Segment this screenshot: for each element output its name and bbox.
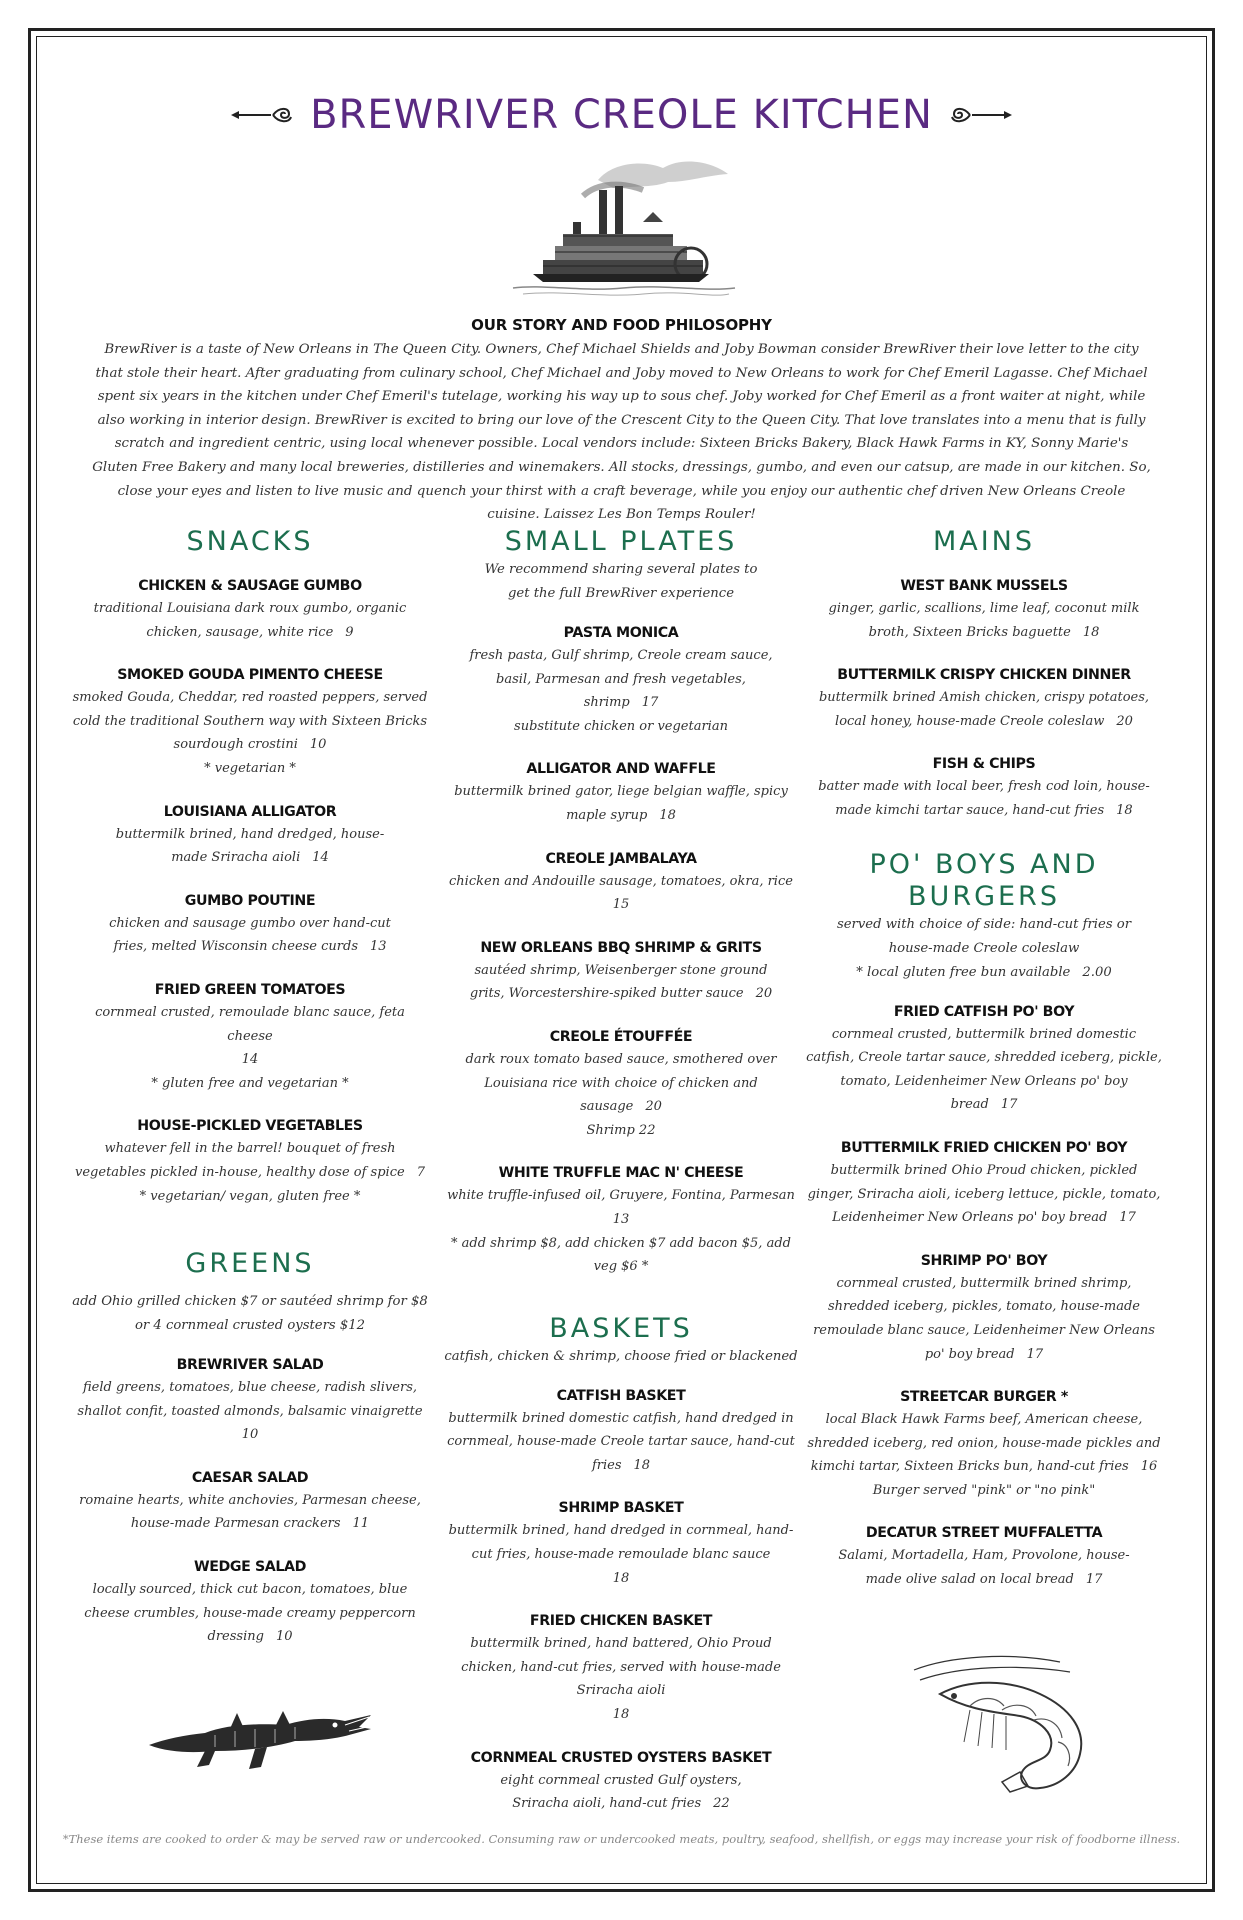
item-desc: batter made with local beer, fresh cod loin, house-made kimchi tartar sauce, hand-cut fries (818, 779, 1150, 818)
item-name: BUTTERMILK CRISPY CHICKEN DINNER (837, 667, 1131, 684)
item-name: BREWRIVER SALAD (176, 1357, 324, 1374)
item-desc: ginger, garlic, scallions, lime leaf, coconut milk broth, Sixteen Bricks baguette (828, 601, 1140, 640)
item-name: PASTA MONICA (563, 625, 679, 641)
item-price: 17 (1119, 1210, 1136, 1226)
menu-item (806, 753, 1162, 822)
menu-item (806, 1001, 1162, 1117)
menu-item (443, 1747, 799, 1816)
section-title-small-plates: SMALL PLATES (504, 526, 738, 557)
item-name: CAESAR SALAD (191, 1469, 309, 1486)
item-price: 17 (641, 695, 659, 711)
disclaimer: *These items are cooked to order & may be served raw or undercooked. Consuming raw or undercooked meats, poultry, seafood, shellfish, or eggs may increase your risk of foodborne illness. (62, 1832, 1181, 1846)
item-name: ALLIGATOR AND WAFFLE (526, 761, 716, 778)
menu-item (72, 1556, 428, 1649)
menu-item (806, 1137, 1162, 1230)
item-name: GUMBO POUTINE (184, 892, 316, 909)
item-name: CORNMEAL CRUSTED OYSTERS BASKET (470, 1749, 772, 1766)
item-price: 17 (1000, 1097, 1018, 1113)
item-note: * gluten free and vegetarian * (151, 1075, 349, 1091)
item-desc: buttermilk brined, hand dredged in cornmeal, hand-cut fries, house-made remoulade blanc sauce (448, 1523, 794, 1563)
menu-item (72, 1115, 428, 1208)
menu-item (72, 575, 428, 644)
item-name: CREOLE JAMBALAYA (545, 850, 697, 867)
column-left (72, 526, 428, 1649)
menu-item (72, 801, 428, 870)
section-title-greens: GREENS (185, 1248, 315, 1280)
item-desc: dark roux tomato based sauce, smothered over Louisiana rice with choice of chicken and sausage (465, 1051, 777, 1115)
item-price: 9 (345, 624, 354, 640)
item-name: DECATUR STREET MUFFALETTA (865, 1525, 1103, 1542)
item-price: 15 (612, 897, 630, 913)
item-desc: chicken and Andouille sausage, tomatoes, okra, rice (449, 873, 793, 889)
item-note: substitute chicken or vegetarian (514, 718, 728, 734)
item-price: 14 (241, 1052, 259, 1068)
item-name: WHITE TRUFFLE MAC N' CHEESE (498, 1165, 744, 1182)
item-price: 18 (659, 807, 676, 823)
item-price: 7 (416, 1164, 425, 1180)
shrimp-illustration (910, 1650, 1100, 1800)
menu-item (72, 890, 428, 959)
flourish-right-icon (948, 105, 1012, 125)
item-desc: buttermilk brined domestic catfish, hand dredged in cornmeal, house-made Creole tartar sauce, hand-cut fries (447, 1410, 795, 1473)
item-price: 16 (1140, 1459, 1158, 1475)
menu-item (443, 1026, 799, 1142)
item-price: 20 (645, 1099, 662, 1115)
menu-item (443, 1497, 799, 1590)
item-name: SHRIMP PO' BOY (920, 1252, 1048, 1269)
menu-item (72, 664, 428, 780)
menu-item (806, 1250, 1162, 1366)
item-price: 10 (309, 737, 327, 753)
item-name: BUTTERMILK FRIED CHICKEN PO' BOY (840, 1139, 1128, 1156)
item-desc: smoked Gouda, Cheddar, red roasted peppers, served cold the traditional Southern way with Sixteen Bricks sourdough crostini (72, 690, 428, 753)
menu-item (443, 1385, 799, 1478)
item-desc: traditional Louisiana dark roux gumbo, organic chicken, sausage, white rice (93, 601, 407, 640)
item-price: 18 (633, 1457, 651, 1473)
item-price: 14 (312, 850, 329, 866)
column-right (806, 526, 1162, 1592)
menu-item (72, 979, 428, 1095)
item-desc: locally sourced, thick cut bacon, tomatoes, blue cheese crumbles, house-made creamy peppercorn dressing (84, 1582, 416, 1645)
section-title-snacks: SNACKS (186, 526, 314, 557)
item-price: 20 (1116, 713, 1133, 729)
item-name: CHICKEN & SAUSAGE GUMBO (138, 578, 362, 594)
section-title-baskets: BASKETS (549, 1312, 693, 1344)
poboys-note-gluten-price: 2.00 (1082, 964, 1112, 980)
item-name: WEST BANK MUSSELS (900, 578, 1068, 594)
menu-item (806, 664, 1162, 733)
item-name: CREOLE ÉTOUFFÉE (549, 1028, 693, 1045)
item-price: 13 (370, 939, 387, 955)
item-name: NEW ORLEANS BBQ SHRIMP & GRITS (480, 939, 762, 956)
menu-item (443, 848, 799, 917)
item-desc: romaine hearts, white anchovies, Parmesan cheese, house-made Parmesan crackers (79, 1492, 421, 1532)
item-price: 18 (1082, 624, 1100, 640)
item-price: 13 (612, 1211, 630, 1227)
item-name: SMOKED GOUDA PIMENTO CHEESE (117, 667, 383, 684)
poboys-note-gluten: * local gluten free bun available (856, 964, 1071, 980)
item-desc: sautéed shrimp, Weisenberger stone ground grits, Worcestershire-spiked butter sauce (469, 962, 768, 1002)
greens-note: add Ohio grilled chicken $7 or sautéed shrimp for $8 or 4 cornmeal crusted oysters $12 (72, 1294, 428, 1334)
item-desc: buttermilk brined, hand battered, Ohio Proud chicken, hand-cut fries, served with house-made Sriracha aioli (461, 1636, 781, 1699)
item-note: * vegetarian * (204, 760, 296, 776)
item-price: 18 (612, 1570, 630, 1586)
baskets-note: catfish, chicken & shrimp, choose fried or blackened (444, 1348, 798, 1364)
story-heading: OUR STORY AND FOOD PHILOSOPHY (471, 316, 772, 334)
menu-item (806, 1522, 1162, 1591)
item-desc: fresh pasta, Gulf shrimp, Creole cream sauce, basil, Parmesan and fresh vegetables, shrimp (469, 648, 773, 711)
item-price: 10 (275, 1629, 293, 1645)
menu-item (443, 1162, 799, 1278)
item-name: FRIED GREEN TOMATOES (154, 981, 346, 998)
item-name: FISH & CHIPS (932, 756, 1036, 773)
item-desc: cornmeal crusted, remoulade blanc sauce, feta cheese (95, 1004, 405, 1044)
item-name: SHRIMP BASKET (558, 1500, 684, 1517)
restaurant-title: BREWRIVER CREOLE KITCHEN (310, 92, 933, 138)
poboys-note: served with choice of side: hand-cut fries or house-made Creole coleslaw (836, 916, 1132, 956)
item-desc: buttermilk brined Ohio Proud chicken, pickled ginger, Sriracha aioli, iceberg lettuce, pickle, tomato, Leidenheimer New Orleans po' boy bread (807, 1162, 1161, 1226)
menu-item (443, 937, 799, 1006)
item-price: 18 (612, 1707, 630, 1723)
item-desc: buttermilk brined Amish chicken, crispy potatoes, local honey, house-made Creole coleslaw (818, 690, 1150, 729)
story-body: BrewRiver is a taste of New Orleans in The Queen City. Owners, Chef Michael Shields and Joby Bowman consider BrewRiver their love letter to the city that stole their heart. After graduating from culinary school, Chef Michael and Joby moved to New Orleans to work for Chef Emeril Lagasse. Chef Michael spent six years in the kitchen under Chef Emeril's tutelage, working his way up to sous chef. Joby worked for Chef Emeril as a front waiter at night, while also working in interior design. BrewRiver is excited to bring our love of the Crescent City to the Queen City. That love translates into a menu that is fully scratch and ingredient centric, using local whenever possible. Local vendors include: Sixteen Bricks Bakery, Black Hawk Farms in KY, Sonny Marie's Gluten Free Bakery and many local breweries, distilleries and winemakers. All stocks, dressings, gumbo, and even our catsup, are made in our kitchen. So, close your eyes and listen to live music and quench your thirst with a craft beverage, while you enjoy our authentic chef driven New Orleans Creole cuisine. Laissez Les Bon Temps Rouler! (92, 342, 1151, 523)
item-name: LOUISIANA ALLIGATOR (163, 803, 337, 820)
item-desc: Salami, Mortadella, Ham, Provolone, house-made olive salad on local bread (838, 1548, 1130, 1588)
item-desc: whatever fell in the barrel! bouquet of fresh vegetables pickled in-house, healthy dose of spice (75, 1141, 405, 1180)
item-desc: buttermilk brined gator, liege belgian waffle, spicy maple syrup (454, 784, 788, 823)
title-row (0, 92, 1243, 138)
item-name: FRIED CHICKEN BASKET (529, 1613, 713, 1630)
menu-item (443, 758, 799, 827)
item-desc: field greens, tomatoes, blue cheese, radish slivers, shallot confit, toasted almonds, balsamic vinaigrette (77, 1380, 423, 1419)
menu-item (443, 622, 799, 738)
item-price: 18 (1116, 802, 1133, 818)
item-name: HOUSE-PICKLED VEGETABLES (137, 1118, 363, 1135)
item-price: 17 (1085, 1572, 1103, 1588)
item-name: FRIED CATFISH PO' BOY (893, 1003, 1075, 1020)
item-price: 10 (241, 1427, 259, 1443)
item-desc: local Black Hawk Farms beef, American cheese, shredded iceberg, red onion, house-made pickles and kimchi tartar, Sixteen Bricks bun, hand-cut fries (807, 1412, 1161, 1475)
section-title-mains: MAINS (932, 526, 1036, 557)
item-note: Burger served "pink" or "no pink" (872, 1482, 1096, 1498)
item-price: 22 (713, 1796, 730, 1812)
item-price: 17 (1026, 1346, 1044, 1362)
item-note: * add shrimp $8, add chicken $7 add bacon $5, add veg $6 * (451, 1235, 791, 1275)
item-desc: cornmeal crusted, buttermilk brined domestic catfish, Creole tartar sauce, shredded iceberg, pickle, tomato, Leidenheimer New Orleans po' boy bread (806, 1026, 1162, 1113)
item-price: 11 (352, 1516, 370, 1532)
flourish-left-icon (231, 105, 295, 125)
menu-item (806, 1386, 1162, 1502)
item-name: CATFISH BASKET (556, 1387, 686, 1404)
item-desc: chicken and sausage gumbo over hand-cut fries, melted Wisconsin cheese curds (109, 915, 391, 955)
alligator-illustration (145, 1695, 375, 1775)
item-note: Shrimp 22 (586, 1122, 656, 1138)
item-desc: cornmeal crusted, buttermilk brined shrimp, shredded iceberg, pickles, tomato, house-made remoulade blanc sauce, Leidenheimer New Orleans po' boy bread (813, 1275, 1155, 1362)
section-title-poboys: PO' BOYS AND BURGERS (869, 848, 1099, 912)
column-middle (443, 526, 799, 1816)
menu-item (72, 1467, 428, 1536)
menu-item (806, 575, 1162, 644)
steamboat-illustration (503, 152, 743, 302)
item-price: 20 (755, 986, 773, 1002)
item-desc: eight cornmeal crusted Gulf oysters, Sriracha aioli, hand-cut fries (500, 1772, 742, 1812)
item-note: * vegetarian/ vegan, gluten free * (139, 1188, 361, 1204)
small-plates-note: We recommend sharing several plates to get the full BrewRiver experience (484, 562, 758, 601)
item-name: WEDGE SALAD (194, 1559, 306, 1576)
menu-item (72, 1354, 428, 1447)
item-desc: white truffle-infused oil, Gruyere, Fontina, Parmesan (447, 1188, 795, 1204)
menu-item (443, 1610, 799, 1726)
item-desc: buttermilk brined, hand dredged, house-made Sriracha aioli (115, 826, 385, 866)
item-name: STREETCAR BURGER * (900, 1389, 1068, 1406)
